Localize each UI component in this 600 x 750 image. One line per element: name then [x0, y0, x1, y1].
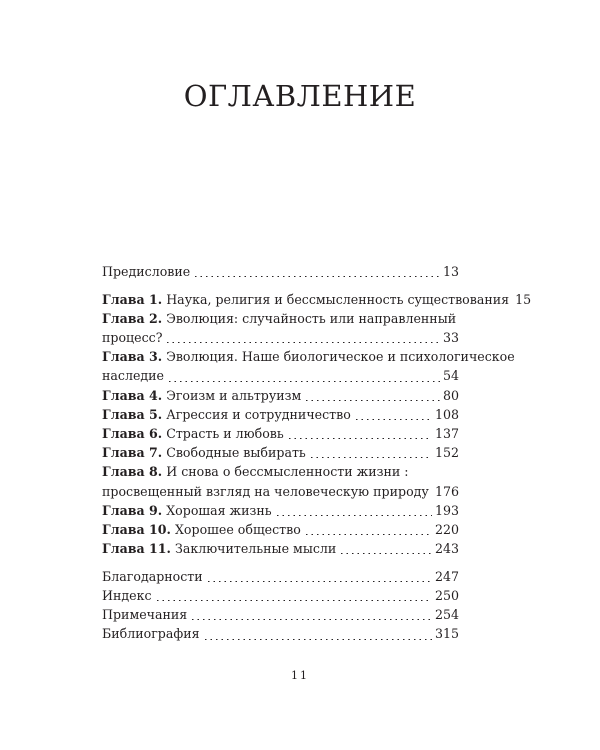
toc-entry-label: Страсть и любовь: [166, 425, 284, 441]
toc-entry-label: Хорошая жизнь: [166, 502, 272, 518]
toc-entry-index[interactable]: [102, 586, 459, 605]
dot-leader: [167, 381, 440, 382]
toc-entry-page: 13: [442, 263, 459, 279]
chapter-number: Глава 5.: [102, 406, 163, 422]
toc-entry-page: 193: [434, 502, 459, 518]
toc-entry-page: 243: [434, 541, 459, 557]
toc-entry-label: Предисловие: [102, 263, 191, 279]
chapter-number: Глава 7.: [102, 445, 163, 461]
toc-entry-page: 54: [442, 368, 459, 384]
toc-entry-page: 220: [434, 521, 459, 537]
dot-leader: [287, 438, 432, 439]
toc-entry-label: Агрессия и сотрудничество: [166, 406, 351, 422]
toc-entry-label: Хорошее общество: [174, 521, 301, 537]
toc-entry-label: Заключительные мысли: [174, 541, 337, 557]
toc-entry-page: 315: [434, 626, 459, 642]
toc-entry-page: 247: [434, 568, 459, 584]
dot-leader: [339, 553, 432, 554]
toc-entry-chapter-10[interactable]: [102, 520, 459, 539]
toc-entry-chapter-3[interactable]: [102, 347, 515, 385]
dot-leader: [155, 600, 432, 601]
dot-leader: [275, 515, 432, 516]
toc-entry-chapter-5[interactable]: [102, 405, 459, 424]
toc-entry-preface[interactable]: [102, 262, 459, 281]
toc-entry-label: Библиография: [102, 626, 200, 642]
toc-entry-chapter-2[interactable]: [102, 309, 459, 347]
toc-entry-page: 108: [434, 406, 459, 422]
dot-leader: [304, 400, 440, 401]
toc-entry-label: Эгоизм и альтруизм: [166, 387, 302, 403]
toc-entry-acknowledgements[interactable]: [102, 567, 459, 586]
dot-leader: [165, 342, 440, 343]
dot-leader: [203, 639, 432, 640]
chapter-number: Глава 1.: [102, 291, 163, 307]
toc-entry-page: 15: [515, 291, 532, 307]
toc-entry-chapter-7[interactable]: [102, 443, 459, 462]
toc-entry-page: 250: [434, 587, 459, 603]
chapter-number: Глава 6.: [102, 425, 163, 441]
toc-entry-label: Примечания: [102, 607, 188, 623]
dot-leader: [354, 419, 432, 420]
toc-entry-bibliography[interactable]: [102, 624, 459, 643]
toc-entry-chapter-6[interactable]: [102, 424, 459, 443]
toc-entry-label: Эволюция. Наше биологическое и психологическое: [166, 349, 515, 365]
chapter-number: Глава 10.: [102, 521, 171, 537]
toc-entry-label: Благодарности: [102, 568, 203, 584]
chapter-number: Глава 3.: [102, 349, 163, 365]
dot-leader: [193, 276, 440, 277]
dot-leader: [190, 619, 432, 620]
toc-entry-label-cont: просвещенный взгляд на человеческую природу: [102, 483, 429, 499]
toc-entry-page: 33: [442, 330, 459, 346]
toc-entry-label-cont: наследие: [102, 368, 165, 384]
toc-entry-chapter-11[interactable]: [102, 539, 459, 558]
chapter-number: Глава 8.: [102, 464, 163, 480]
toc-entry-page: 176: [434, 483, 459, 499]
chapter-number: Глава 11.: [102, 541, 171, 557]
toc-entry-label: Наука, религия и бессмысленность существования: [166, 291, 510, 307]
toc-entry-page: 137: [434, 425, 459, 441]
toc-entry-page: 80: [442, 387, 459, 403]
dot-leader: [304, 534, 432, 535]
toc-entry-notes[interactable]: [102, 605, 459, 624]
dot-leader: [206, 581, 432, 582]
dot-leader: [309, 457, 432, 458]
toc-entry-label: Эволюция: случайность или направленный: [166, 310, 457, 326]
toc-entry-chapter-1[interactable]: [102, 290, 532, 309]
toc-entry-page: 254: [434, 607, 459, 623]
toc-entry-chapter-9[interactable]: [102, 501, 459, 520]
page-number: 11: [291, 669, 309, 682]
toc-entry-label: Свободные выбирать: [166, 445, 306, 461]
toc-entry-label: Индекс: [102, 587, 152, 603]
toc-entry-label: И снова о бессмысленности жизни :: [166, 464, 409, 480]
table-of-contents: [102, 262, 532, 644]
toc-entry-label-cont: процесс?: [102, 330, 163, 346]
toc-entry-page: 152: [434, 445, 459, 461]
toc-entry-chapter-8[interactable]: [102, 462, 459, 500]
chapter-number: Глава 9.: [102, 502, 163, 518]
page-title: ОГЛАВЛЕНИЕ: [183, 79, 417, 113]
chapter-number: Глава 2.: [102, 310, 163, 326]
chapter-number: Глава 4.: [102, 387, 163, 403]
toc-entry-chapter-4[interactable]: [102, 386, 459, 405]
